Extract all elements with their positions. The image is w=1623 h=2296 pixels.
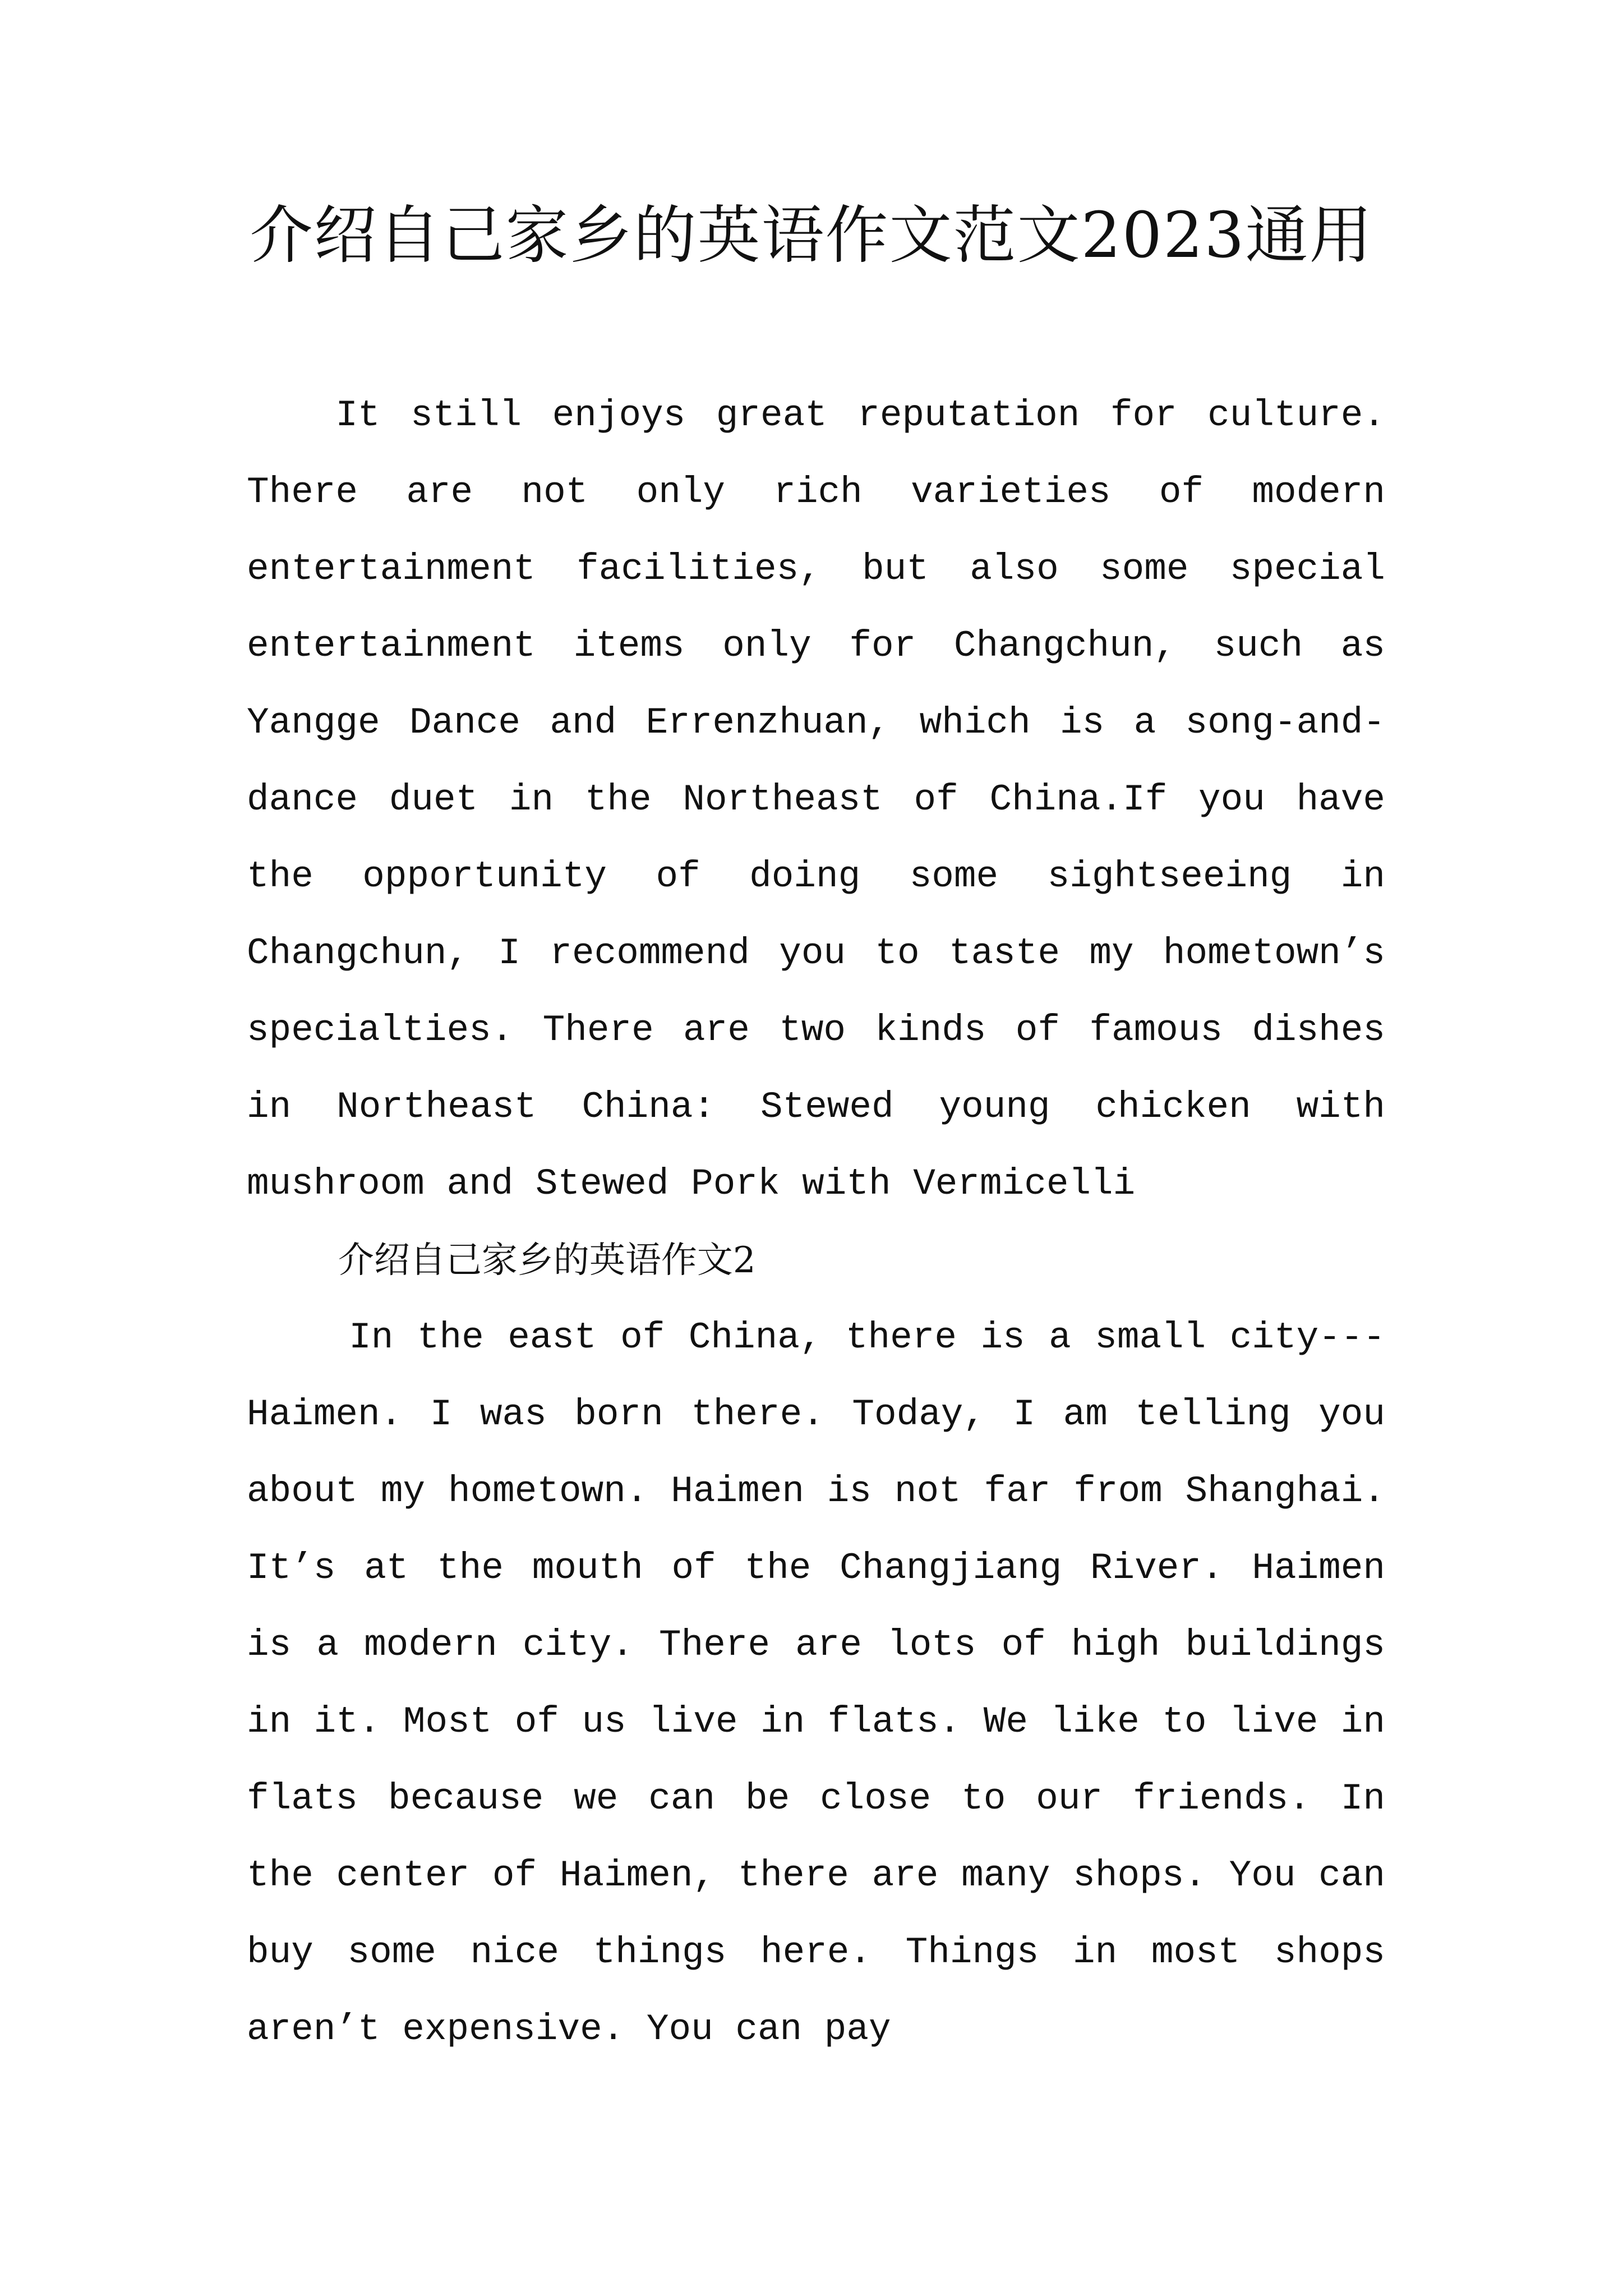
section-heading: 介绍自己家乡的英语作文2 [338,1240,756,1281]
document-title: 介绍自己家乡的英语作文范文2023通用 [250,199,1373,272]
paragraph-1: It still enjoys great reputation for culture. There are not only rich varieties of modern entertainment facilities, but also some special entertainment items only for Changchun, such as Yangge Dance and Errenzhuan, which is a song-and-dance duet in the Northeast of China.If you have the opportunity of doing some sightseeing in Changchun, I recommend you to taste my hometown’s specialties. There are two kinds of famous dishes in Northeast China: Stewed young chicken with mushroom and Stewed Pork with Vermicelli [247,394,1385,1205]
paragraph-2: In the east of China, there is a small city---Haimen. I was born there. Today, I am telling you about my hometown. Haimen is not far from Shanghai. It’s at the mouth of the Changjiang River. Haimen is a modern city. There are lots of high buildings in it. Most of us live in flats. We like to live in flats because we can be close to our friends. In the center of Haimen, there are many shops. You can buy some nice things here. Things in most shops aren’t expensive. You can pay [247,1317,1385,2050]
document-body [247,377,1385,2068]
